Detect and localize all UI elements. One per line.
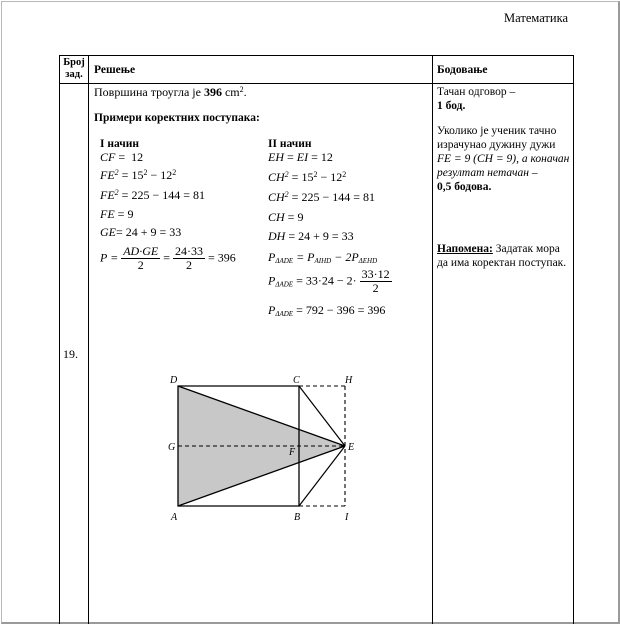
- method2-area-formula-3: $P_{\Delta ADE} = 792 - 396 = 396$: [268, 303, 386, 318]
- label-b: B: [294, 512, 301, 523]
- col-header-scoring: Бодовање: [437, 64, 488, 76]
- method2-line-1: EH = EI = 12: [268, 150, 333, 164]
- method2-line-4: CH = 9: [268, 210, 304, 224]
- label-e: E: [348, 442, 355, 453]
- method1-line-3: $FE^2 = 225 - 144 = 81$: [100, 188, 205, 202]
- label-a: A: [171, 512, 178, 523]
- label-d: D: [170, 375, 178, 386]
- col-header-solution: Решење: [94, 64, 136, 76]
- header-subject: Математика: [504, 11, 568, 25]
- method2-title: II начин: [268, 138, 312, 150]
- method1-line-1: CF = 12: [100, 150, 144, 164]
- method1-line-4: FE = 9: [100, 207, 134, 221]
- method2-line-5: DH = 24 + 9 = 33: [268, 229, 354, 243]
- examples-title: Примери коректних поступака:: [94, 112, 260, 124]
- answer-line: Површина троугла је 396 $cm^2$.: [94, 85, 247, 99]
- scoring-note: Напомена: Задатак мора да има коректан поступак.: [437, 243, 567, 269]
- label-i: I: [345, 512, 349, 523]
- col-header-number: Број зад.: [63, 57, 85, 80]
- method1-line-5: GE= 24 + 9 = 33: [100, 225, 182, 239]
- label-f: F: [289, 447, 296, 458]
- scoring-partial: Уколико је ученик тачно израчунао дужину дужи FE = 9 (CH = 9), а коначан резултат нетачан – 0,5 бодова.: [437, 125, 570, 193]
- method2-area-formula-2: $P_{\Delta ADE} = 33\cdot 24 - 2\cdot$ $\frac{33\cdot 12}{2}$: [268, 267, 390, 295]
- method2-area-formula-1: $P_{\Delta ADE} = P_{AIHD} - 2P_{\Delta EHD}$: [268, 250, 378, 265]
- label-h: H: [345, 375, 353, 386]
- task-number: 19.: [63, 347, 78, 361]
- method2-line-3: $CH^2 = 225 - 144 = 81$: [268, 190, 375, 204]
- method2-line-2: $CH^2 = 15^2 - 12^2$: [268, 170, 347, 184]
- method1-title: I начин: [100, 138, 140, 150]
- scoring-correct: Тачан одговор – 1 бод.: [437, 86, 516, 112]
- method1-line-2: $FE^2 = 15^2 - 12^2$: [100, 168, 177, 182]
- method1-area-formula: P = $\frac{AD\cdot GE}{2}$ = $\frac{24\cdot 33}{2}$ = 396: [100, 244, 236, 272]
- label-g: G: [168, 442, 176, 453]
- label-c: C: [293, 375, 300, 386]
- answer-value: 396: [203, 85, 222, 99]
